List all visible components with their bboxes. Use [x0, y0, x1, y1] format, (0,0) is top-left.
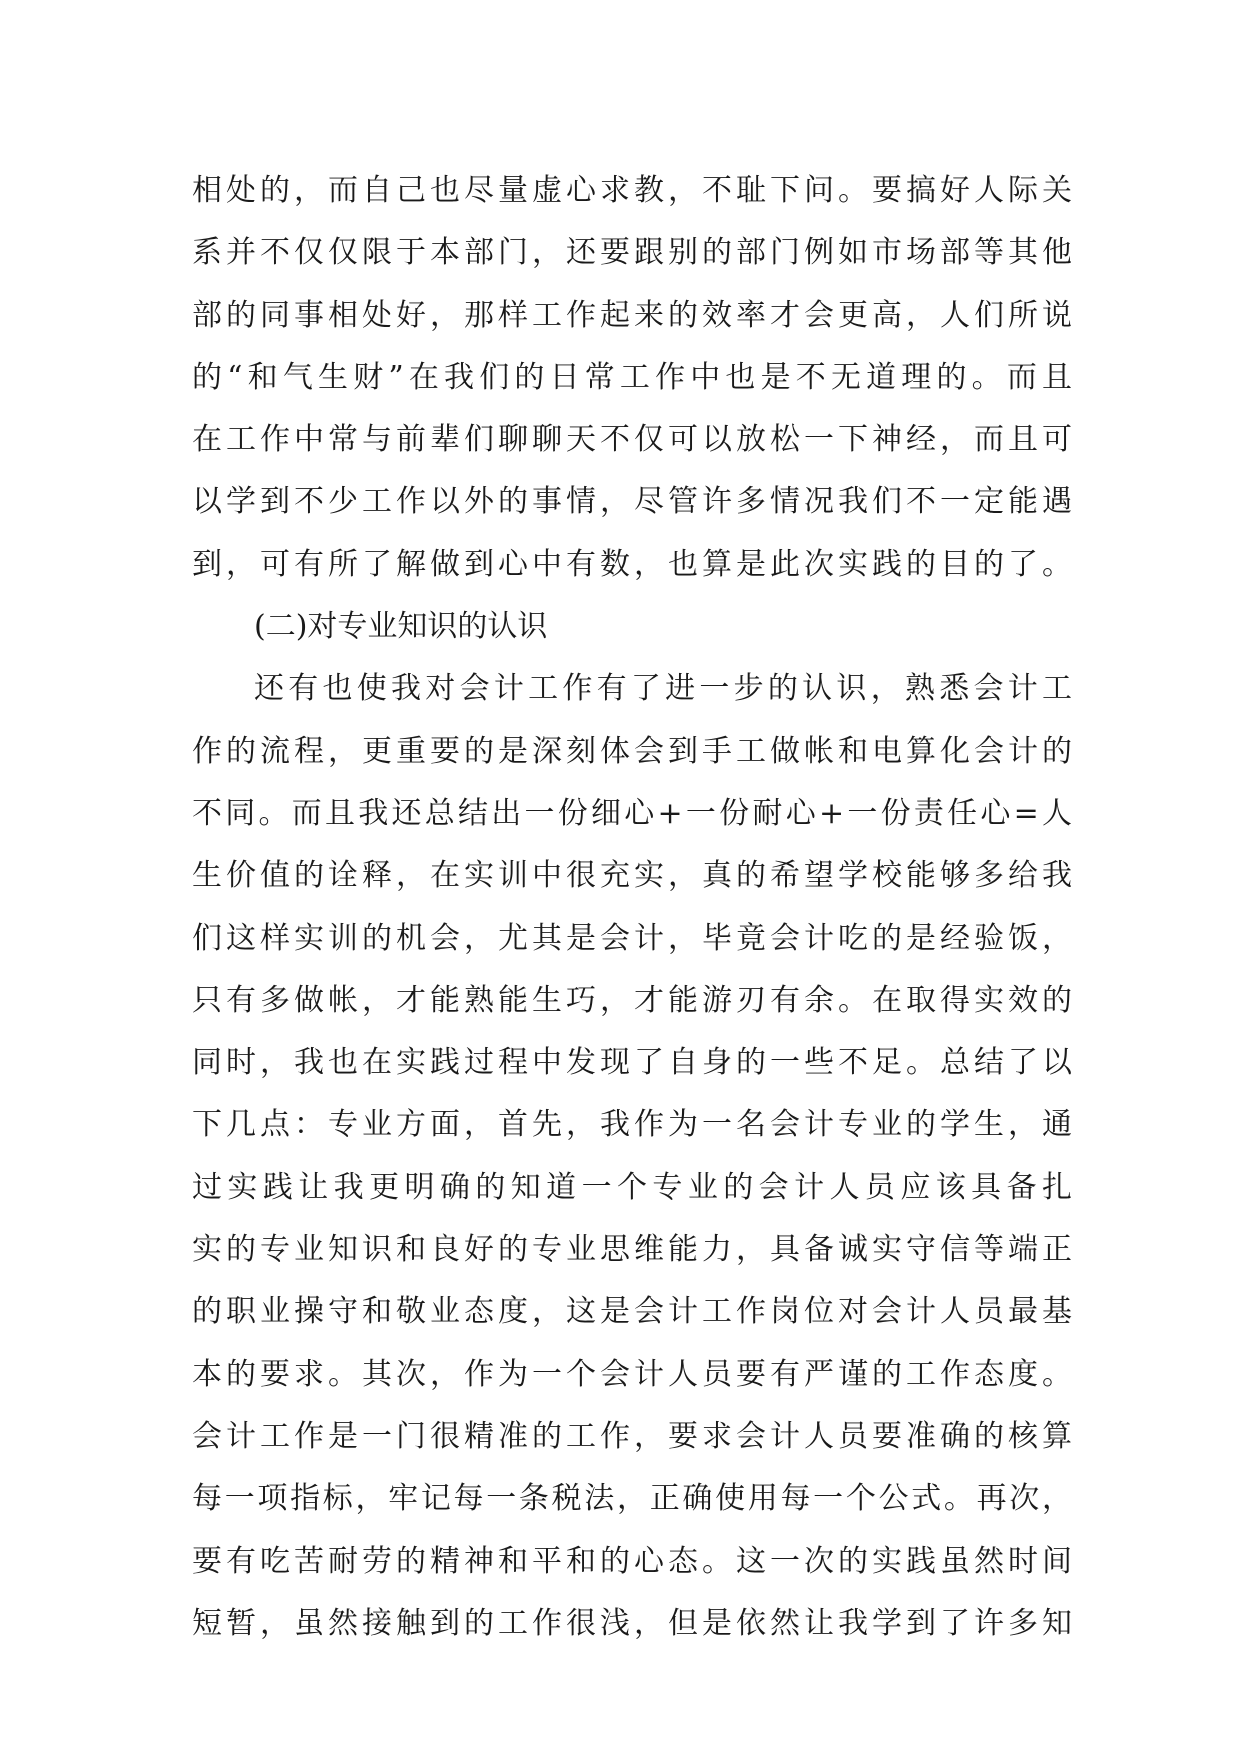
text-line: 生价值的诠释，在实训中很充实，真的希望学校能够多给我	[192, 858, 1072, 894]
text-line: 到，可有所了解做到心中有数，也算是此次实践的目的了。	[192, 546, 1072, 582]
document-body	[192, 160, 1072, 1655]
text-line: 只有多做帐，才能熟能生巧，才能游刃有余。在取得实效的	[192, 982, 1072, 1018]
text-line: 要有吃苦耐劳的精神和平和的心态。这一次的实践虽然时间	[192, 1543, 1072, 1579]
text-line: 同时，我也在实践过程中发现了自身的一些不足。总结了以	[192, 1045, 1072, 1081]
text-line: 作的流程，更重要的是深刻体会到手工做帐和电算化会计的	[192, 733, 1072, 769]
text-line: 的“和气生财”在我们的日常工作中也是不无道理的。而且	[192, 359, 1072, 395]
text-line: 本的要求。其次，作为一个会计人员要有严谨的工作态度。	[192, 1356, 1072, 1392]
text-line: 过实践让我更明确的知道一个专业的会计人员应该具备扎	[192, 1169, 1072, 1205]
text-line: 不同。而且我还总结出一份细心+一份耐心+一份责任心=人	[192, 795, 1072, 831]
text-line: 以学到不少工作以外的事情，尽管许多情况我们不一定能遇	[192, 484, 1072, 520]
text-line: 会计工作是一门很精准的工作，要求会计人员要准确的核算	[192, 1418, 1072, 1454]
paragraph-first-line: 还有也使我对会计工作有了进一步的认识，熟悉会计工	[254, 671, 1072, 707]
text-line: 在工作中常与前辈们聊聊天不仅可以放松一下神经，而且可	[192, 422, 1072, 458]
text-line: 相处的，而自己也尽量虚心求教，不耻下问。要搞好人际关	[192, 173, 1072, 208]
text-line: 下几点：专业方面，首先，我作为一名会计专业的学生，通	[192, 1107, 1072, 1143]
text-line: 部的同事相处好，那样工作起来的效率才会更高，人们所说	[192, 297, 1072, 333]
text-line: 系并不仅仅限于本部门，还要跟别的部门例如市场部等其他	[192, 235, 1072, 271]
text-line: 的职业操守和敬业态度，这是会计工作岗位对会计人员最基	[192, 1294, 1072, 1330]
section-heading: (二)对专业知识的认识	[254, 609, 548, 645]
text-line: 短暂，虽然接触到的工作很浅，但是依然让我学到了许多知	[192, 1605, 1072, 1641]
text-line: 实的专业知识和良好的专业思维能力，具备诚实守信等端正	[192, 1232, 1072, 1268]
text-line: 每一项指标，牢记每一条税法，正确使用每一个公式。再次，	[192, 1481, 1072, 1517]
text-line: 们这样实训的机会，尤其是会计，毕竟会计吃的是经验饭，	[192, 920, 1072, 956]
